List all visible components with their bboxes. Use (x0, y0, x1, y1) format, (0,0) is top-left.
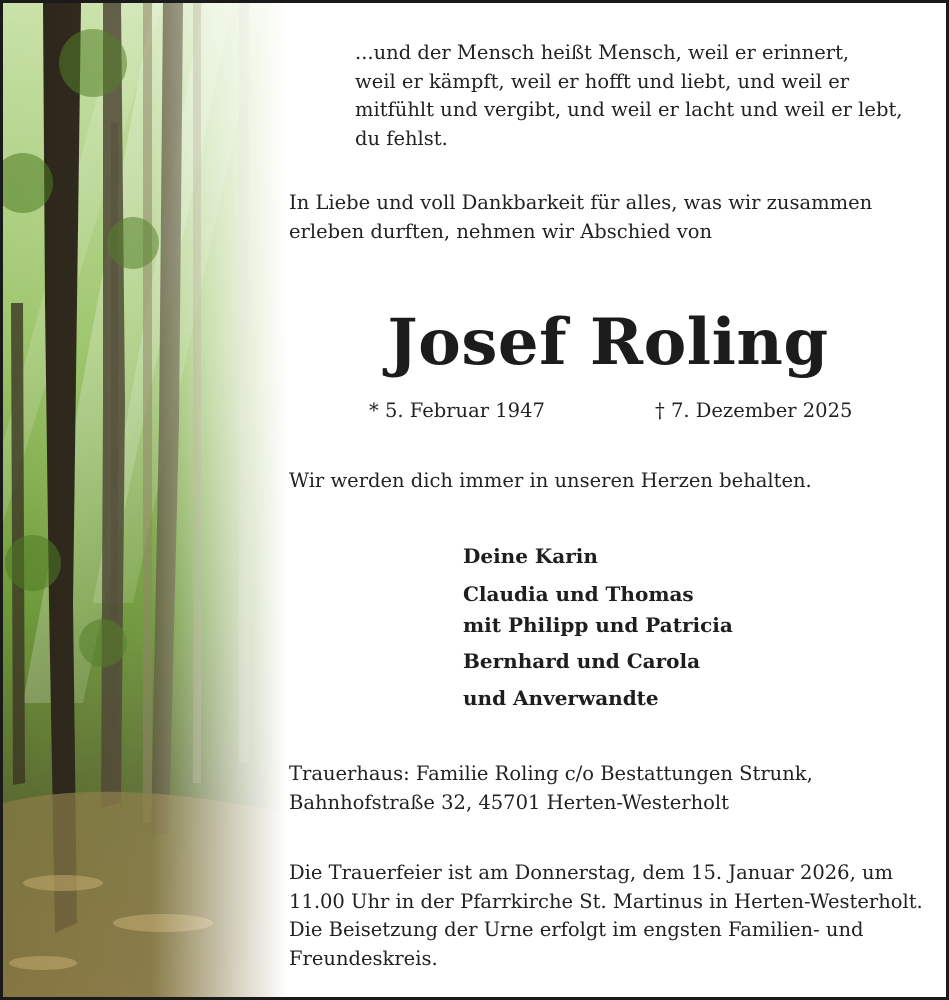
ceremony-line: 11.00 Uhr in der Pfarrkirche St. Martinus in Herten-Westerholt. (289, 889, 923, 913)
birth-date: * 5. Februar 1947 (369, 399, 545, 422)
ceremony-line: Freundeskreis. (289, 946, 438, 970)
quote-line: weil er kämpft, weil er hofft und liebt, und weil er (355, 69, 850, 93)
mourning-house-address (289, 760, 813, 817)
family-entry: und Anverwandte (463, 686, 659, 710)
family-entry: mit Philipp und Patricia (463, 613, 733, 637)
memory-line: Wir werden dich immer in unseren Herzen behalten. (289, 469, 812, 492)
quote-line: ...und der Mensch heißt Mensch, weil er erinnert, (355, 41, 850, 64)
forest-image (3, 3, 333, 1000)
family-entry: Bernhard und Carola (463, 649, 701, 673)
address-line: Trauerhaus: Familie Roling c/o Bestattungen Strunk, (289, 762, 813, 785)
family-entry: Deine Karin (463, 544, 598, 568)
family-entry-group (463, 579, 733, 641)
quote-line: mitfühlt und vergibt, und weil er lacht und weil er lebt, (355, 98, 903, 121)
ceremony-line: Die Beisetzung der Urne erfolgt im engsten Familien- und (289, 918, 864, 941)
family-entry: Claudia und Thomas (463, 582, 694, 606)
ceremony-line: Die Trauerfeier ist am Donnerstag, dem 15. Januar 2026, um (289, 861, 894, 884)
intro-line: In Liebe und voll Dankbarkeit für alles, was wir zusammen (289, 191, 873, 214)
ceremony-info (289, 859, 923, 973)
quote-line: du fehlst. (355, 126, 448, 150)
quote-block (355, 39, 902, 153)
address-line: Bahnhofstraße 32, 45701 Herten-Westerholt (289, 790, 729, 814)
intro-paragraph (289, 189, 872, 246)
deceased-name: Josef Roling (387, 305, 829, 380)
death-date: † 7. Dezember 2025 (655, 399, 853, 422)
intro-line: erleben durften, nehmen wir Abschied von (289, 219, 713, 243)
